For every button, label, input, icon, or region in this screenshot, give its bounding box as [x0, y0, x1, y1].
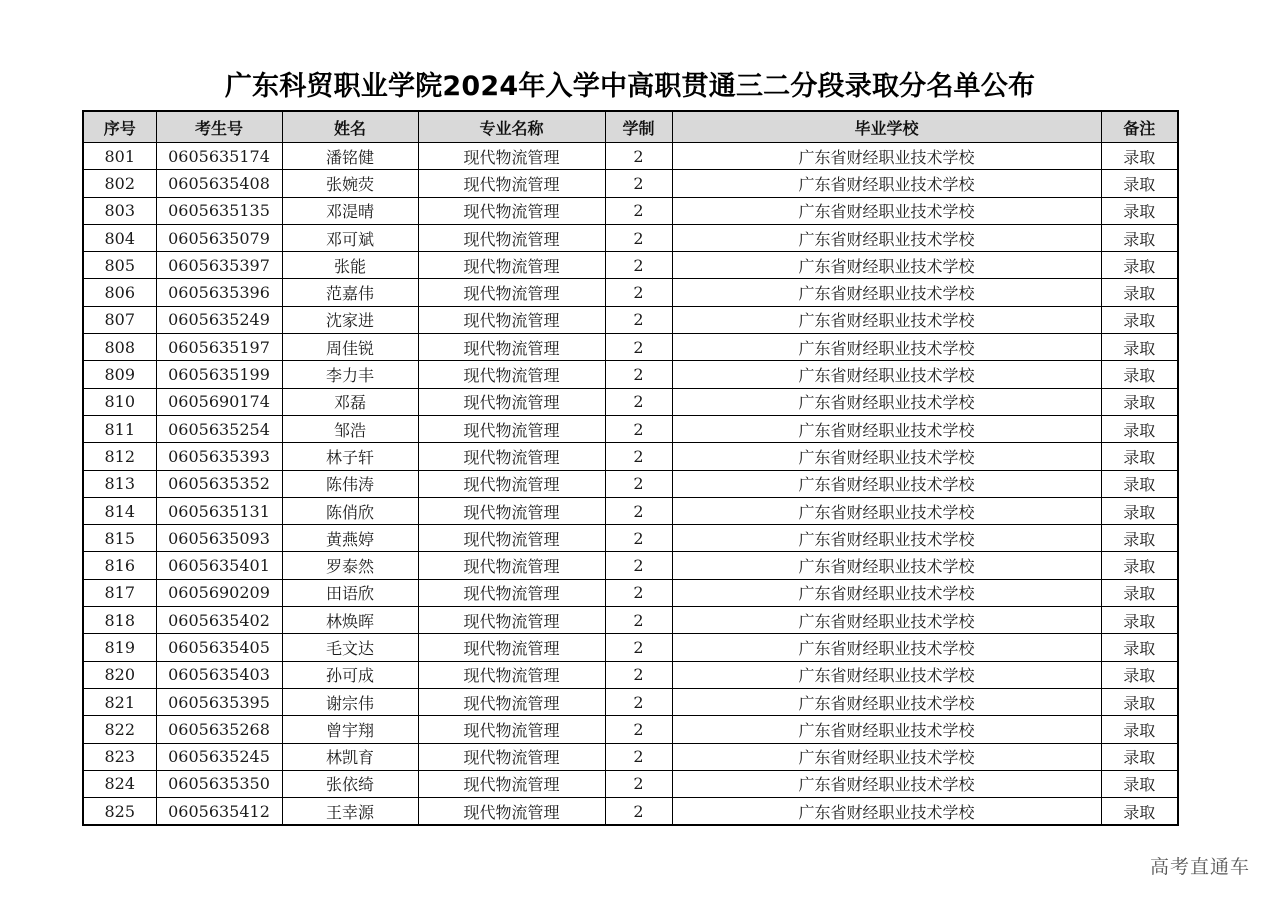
cell-major: 现代物流管理: [418, 470, 605, 497]
cell-school: 广东省财经职业技术学校: [672, 716, 1101, 743]
cell-school: 广东省财经职业技术学校: [672, 443, 1101, 470]
cell-duration: 2: [605, 252, 672, 279]
cell-major: 现代物流管理: [418, 716, 605, 743]
cell-name: 孙可成: [282, 661, 418, 688]
cell-school: 广东省财经职业技术学校: [672, 470, 1101, 497]
cell-remark: 录取: [1101, 688, 1178, 715]
cell-school: 广东省财经职业技术学校: [672, 361, 1101, 388]
cell-seq: 816: [83, 552, 156, 579]
cell-major: 现代物流管理: [418, 525, 605, 552]
cell-seq: 810: [83, 388, 156, 415]
cell-duration: 2: [605, 197, 672, 224]
cell-duration: 2: [605, 607, 672, 634]
column-header-duration: 学制: [605, 111, 672, 143]
cell-exam-id: 0605635396: [156, 279, 282, 306]
cell-duration: 2: [605, 170, 672, 197]
cell-duration: 2: [605, 770, 672, 797]
cell-major: 现代物流管理: [418, 252, 605, 279]
cell-duration: 2: [605, 798, 672, 826]
cell-major: 现代物流管理: [418, 743, 605, 770]
cell-name: 邓湜晴: [282, 197, 418, 224]
cell-remark: 录取: [1101, 388, 1178, 415]
cell-seq: 812: [83, 443, 156, 470]
cell-school: 广东省财经职业技术学校: [672, 252, 1101, 279]
table-row: [83, 607, 1178, 634]
cell-seq: 808: [83, 334, 156, 361]
table-row: [83, 497, 1178, 524]
cell-name: 陈伟涛: [282, 470, 418, 497]
cell-exam-id: 0605635405: [156, 634, 282, 661]
cell-major: 现代物流管理: [418, 334, 605, 361]
cell-school: 广东省财经职业技术学校: [672, 798, 1101, 826]
cell-exam-id: 0605635249: [156, 306, 282, 333]
cell-duration: 2: [605, 415, 672, 442]
cell-remark: 录取: [1101, 579, 1178, 606]
table-row: [83, 170, 1178, 197]
cell-exam-id: 0605635131: [156, 497, 282, 524]
cell-exam-id: 0605635245: [156, 743, 282, 770]
cell-exam-id: 0605635352: [156, 470, 282, 497]
cell-exam-id: 0605690209: [156, 579, 282, 606]
table-row: [83, 688, 1178, 715]
cell-remark: 录取: [1101, 497, 1178, 524]
table-header-row: [83, 111, 1178, 143]
cell-duration: 2: [605, 388, 672, 415]
cell-name: 周佳锐: [282, 334, 418, 361]
cell-exam-id: 0605635093: [156, 525, 282, 552]
cell-exam-id: 0605635402: [156, 607, 282, 634]
cell-major: 现代物流管理: [418, 798, 605, 826]
cell-exam-id: 0605635199: [156, 361, 282, 388]
cell-major: 现代物流管理: [418, 361, 605, 388]
column-header-exam-id: 考生号: [156, 111, 282, 143]
cell-exam-id: 0605635393: [156, 443, 282, 470]
column-header-remark: 备注: [1101, 111, 1178, 143]
cell-remark: 录取: [1101, 634, 1178, 661]
cell-seq: 809: [83, 361, 156, 388]
cell-school: 广东省财经职业技术学校: [672, 770, 1101, 797]
cell-major: 现代物流管理: [418, 607, 605, 634]
cell-seq: 820: [83, 661, 156, 688]
cell-major: 现代物流管理: [418, 579, 605, 606]
cell-seq: 806: [83, 279, 156, 306]
cell-seq: 802: [83, 170, 156, 197]
cell-duration: 2: [605, 552, 672, 579]
table-row: [83, 443, 1178, 470]
cell-duration: 2: [605, 443, 672, 470]
column-header-name: 姓名: [282, 111, 418, 143]
cell-school: 广东省财经职业技术学校: [672, 170, 1101, 197]
cell-major: 现代物流管理: [418, 306, 605, 333]
cell-seq: 819: [83, 634, 156, 661]
table-row: [83, 770, 1178, 797]
cell-school: 广东省财经职业技术学校: [672, 197, 1101, 224]
cell-duration: 2: [605, 743, 672, 770]
table-row: [83, 552, 1178, 579]
cell-name: 邓可斌: [282, 224, 418, 251]
cell-remark: 录取: [1101, 443, 1178, 470]
cell-name: 罗泰然: [282, 552, 418, 579]
cell-seq: 817: [83, 579, 156, 606]
cell-exam-id: 0605635079: [156, 224, 282, 251]
cell-remark: 录取: [1101, 661, 1178, 688]
column-header-school: 毕业学校: [672, 111, 1101, 143]
cell-remark: 录取: [1101, 607, 1178, 634]
cell-name: 王幸源: [282, 798, 418, 826]
column-header-seq: 序号: [83, 111, 156, 143]
cell-remark: 录取: [1101, 525, 1178, 552]
admission-table: [82, 110, 1179, 826]
cell-exam-id: 0605635395: [156, 688, 282, 715]
cell-remark: 录取: [1101, 798, 1178, 826]
column-header-major: 专业名称: [418, 111, 605, 143]
cell-school: 广东省财经职业技术学校: [672, 334, 1101, 361]
cell-exam-id: 0605635254: [156, 415, 282, 442]
cell-seq: 814: [83, 497, 156, 524]
cell-major: 现代物流管理: [418, 279, 605, 306]
cell-name: 黄燕婷: [282, 525, 418, 552]
cell-seq: 813: [83, 470, 156, 497]
cell-seq: 805: [83, 252, 156, 279]
cell-name: 张能: [282, 252, 418, 279]
cell-school: 广东省财经职业技术学校: [672, 306, 1101, 333]
cell-exam-id: 0605635174: [156, 143, 282, 170]
table-row: [83, 361, 1178, 388]
cell-duration: 2: [605, 716, 672, 743]
cell-exam-id: 0605635412: [156, 798, 282, 826]
cell-name: 谢宗伟: [282, 688, 418, 715]
page-title: 广东科贸职业学院2024年入学中高职贯通三二分段录取分名单公布: [224, 71, 1036, 102]
cell-remark: 录取: [1101, 252, 1178, 279]
cell-major: 现代物流管理: [418, 497, 605, 524]
cell-school: 广东省财经职业技术学校: [672, 224, 1101, 251]
cell-remark: 录取: [1101, 279, 1178, 306]
cell-name: 曾宇翔: [282, 716, 418, 743]
table-row: [83, 634, 1178, 661]
cell-exam-id: 0605635350: [156, 770, 282, 797]
cell-duration: 2: [605, 279, 672, 306]
cell-remark: 录取: [1101, 743, 1178, 770]
cell-seq: 821: [83, 688, 156, 715]
cell-major: 现代物流管理: [418, 224, 605, 251]
cell-school: 广东省财经职业技术学校: [672, 143, 1101, 170]
cell-school: 广东省财经职业技术学校: [672, 415, 1101, 442]
cell-exam-id: 0605635268: [156, 716, 282, 743]
cell-remark: 录取: [1101, 143, 1178, 170]
cell-duration: 2: [605, 661, 672, 688]
cell-major: 现代物流管理: [418, 634, 605, 661]
cell-school: 广东省财经职业技术学校: [672, 579, 1101, 606]
cell-school: 广东省财经职业技术学校: [672, 388, 1101, 415]
table-row: [83, 716, 1178, 743]
cell-seq: 825: [83, 798, 156, 826]
cell-duration: 2: [605, 224, 672, 251]
cell-name: 李力丰: [282, 361, 418, 388]
cell-remark: 录取: [1101, 552, 1178, 579]
cell-exam-id: 0605635401: [156, 552, 282, 579]
cell-school: 广东省财经职业技术学校: [672, 607, 1101, 634]
cell-remark: 录取: [1101, 224, 1178, 251]
table-row: [83, 224, 1178, 251]
cell-duration: 2: [605, 525, 672, 552]
table-row: [83, 306, 1178, 333]
cell-seq: 815: [83, 525, 156, 552]
cell-remark: 录取: [1101, 716, 1178, 743]
cell-name: 田语欣: [282, 579, 418, 606]
cell-duration: 2: [605, 143, 672, 170]
cell-remark: 录取: [1101, 197, 1178, 224]
cell-duration: 2: [605, 579, 672, 606]
cell-exam-id: 0605635408: [156, 170, 282, 197]
cell-remark: 录取: [1101, 415, 1178, 442]
cell-major: 现代物流管理: [418, 770, 605, 797]
cell-major: 现代物流管理: [418, 661, 605, 688]
cell-school: 广东省财经职业技术学校: [672, 688, 1101, 715]
cell-remark: 录取: [1101, 334, 1178, 361]
cell-seq: 818: [83, 607, 156, 634]
table-row: [83, 798, 1178, 826]
cell-seq: 804: [83, 224, 156, 251]
cell-duration: 2: [605, 306, 672, 333]
cell-exam-id: 0605635197: [156, 334, 282, 361]
table-row: [83, 334, 1178, 361]
cell-school: 广东省财经职业技术学校: [672, 661, 1101, 688]
table-row: [83, 388, 1178, 415]
cell-seq: 811: [83, 415, 156, 442]
cell-duration: 2: [605, 688, 672, 715]
cell-exam-id: 0605635403: [156, 661, 282, 688]
cell-name: 毛文达: [282, 634, 418, 661]
cell-school: 广东省财经职业技术学校: [672, 525, 1101, 552]
cell-name: 张婉荧: [282, 170, 418, 197]
cell-duration: 2: [605, 361, 672, 388]
cell-major: 现代物流管理: [418, 552, 605, 579]
cell-major: 现代物流管理: [418, 688, 605, 715]
table-body: [83, 143, 1178, 826]
cell-remark: 录取: [1101, 170, 1178, 197]
cell-name: 邹浩: [282, 415, 418, 442]
cell-exam-id: 0605690174: [156, 388, 282, 415]
cell-major: 现代物流管理: [418, 415, 605, 442]
cell-remark: 录取: [1101, 361, 1178, 388]
table-row: [83, 743, 1178, 770]
cell-major: 现代物流管理: [418, 388, 605, 415]
cell-major: 现代物流管理: [418, 170, 605, 197]
cell-name: 张依绮: [282, 770, 418, 797]
cell-duration: 2: [605, 634, 672, 661]
cell-major: 现代物流管理: [418, 197, 605, 224]
cell-school: 广东省财经职业技术学校: [672, 634, 1101, 661]
cell-major: 现代物流管理: [418, 443, 605, 470]
cell-seq: 803: [83, 197, 156, 224]
cell-seq: 807: [83, 306, 156, 333]
table-row: [83, 143, 1178, 170]
table-row: [83, 252, 1178, 279]
cell-name: 林焕晖: [282, 607, 418, 634]
cell-remark: 录取: [1101, 470, 1178, 497]
table-row: [83, 197, 1178, 224]
table-row: [83, 661, 1178, 688]
cell-school: 广东省财经职业技术学校: [672, 743, 1101, 770]
cell-duration: 2: [605, 470, 672, 497]
cell-name: 陈俏欣: [282, 497, 418, 524]
table-row: [83, 579, 1178, 606]
cell-duration: 2: [605, 334, 672, 361]
cell-name: 潘铭健: [282, 143, 418, 170]
cell-name: 林子轩: [282, 443, 418, 470]
cell-major: 现代物流管理: [418, 143, 605, 170]
cell-name: 范嘉伟: [282, 279, 418, 306]
watermark: 高考直通车: [1149, 856, 1250, 878]
cell-seq: 801: [83, 143, 156, 170]
table-row: [83, 415, 1178, 442]
table-row: [83, 279, 1178, 306]
cell-remark: 录取: [1101, 306, 1178, 333]
cell-school: 广东省财经职业技术学校: [672, 279, 1101, 306]
cell-name: 沈家进: [282, 306, 418, 333]
cell-duration: 2: [605, 497, 672, 524]
cell-school: 广东省财经职业技术学校: [672, 497, 1101, 524]
cell-seq: 824: [83, 770, 156, 797]
cell-remark: 录取: [1101, 770, 1178, 797]
cell-seq: 822: [83, 716, 156, 743]
cell-school: 广东省财经职业技术学校: [672, 552, 1101, 579]
cell-name: 林凯育: [282, 743, 418, 770]
cell-exam-id: 0605635135: [156, 197, 282, 224]
cell-exam-id: 0605635397: [156, 252, 282, 279]
table-row: [83, 470, 1178, 497]
table-row: [83, 525, 1178, 552]
cell-name: 邓磊: [282, 388, 418, 415]
cell-seq: 823: [83, 743, 156, 770]
